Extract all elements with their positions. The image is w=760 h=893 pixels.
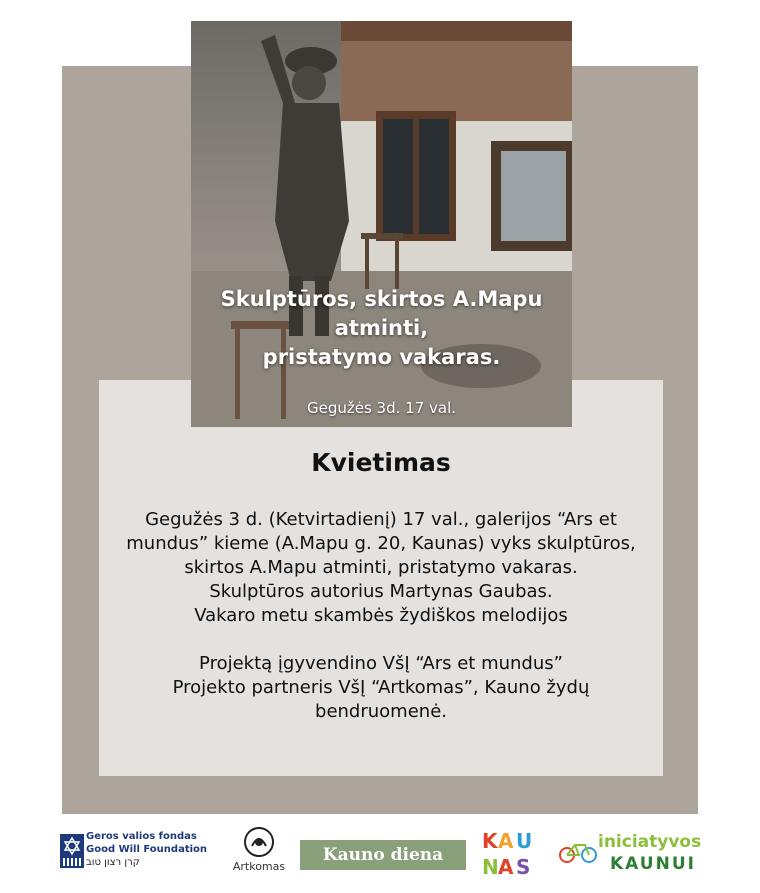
body-line: Gegužės 3 d. (Ketvirtadienį) 17 val., galerijos “Ars et: [145, 509, 617, 530]
kauno-diena-logo: Kauno diena: [300, 840, 466, 870]
paragraph-gap: [99, 628, 663, 652]
invitation-body: [99, 508, 663, 724]
svg-text:K: K: [482, 829, 498, 853]
photo-title: [191, 285, 572, 372]
good-will-foundation-logo: [60, 830, 230, 878]
photo-title-line: atminti,: [334, 316, 429, 340]
event-date: Gegužės 3d. 17 val.: [306, 399, 457, 417]
iniciatyvos-line2: KAUNUI: [610, 854, 696, 874]
svg-text:S: S: [516, 855, 531, 879]
artkomas-circle-icon: [228, 824, 290, 860]
svg-text:A: A: [498, 855, 514, 879]
iniciatyvos-kaunui-logo: [558, 830, 708, 878]
body-line: mundus” kieme (A.Mapu g. 20, Kaunas) vyks skulptūros,: [126, 533, 636, 554]
artkomas-logo: [228, 824, 290, 884]
sponsor-logos: [0, 818, 760, 893]
svg-text:N: N: [482, 855, 499, 879]
good-will-text: [86, 830, 207, 869]
svg-text:U: U: [516, 829, 533, 853]
body-line: Projektą įgyvendino VšĮ “Ars et mundus”: [199, 653, 563, 674]
bicycle-icon: [558, 840, 598, 864]
sculpture-photo: [191, 21, 572, 427]
artkomas-label: Artkomas: [232, 860, 286, 873]
body-line: bendruomenė.: [315, 701, 447, 722]
body-line: Projekto partneris VšĮ “Artkomas”, Kauno žydų: [172, 677, 590, 698]
photo-title-line: pristatymo vakaras.: [262, 345, 501, 369]
good-will-line1: Geros valios fondas: [86, 831, 197, 842]
body-line: Skulptūros autorius Martynas Gaubas.: [209, 581, 553, 602]
star-of-david-icon: [60, 834, 84, 868]
iniciatyvos-line1: iniciatyvos: [598, 832, 702, 852]
kaunas-logo: [480, 826, 540, 882]
good-will-line3: קרן רצון טוב: [86, 857, 140, 868]
invitation-heading: Kvietimas: [311, 448, 451, 477]
body-line: Vakaro metu skambės žydiškos melodijos: [194, 605, 568, 626]
svg-text:A: A: [498, 829, 514, 853]
photo-title-line: Skulptūros, skirtos A.Mapu: [220, 287, 543, 311]
kaunas-letters-icon: [480, 826, 540, 882]
good-will-line2: Good Will Foundation: [86, 844, 208, 855]
body-line: skirtos A.Mapu atminti, pristatymo vakaras.: [184, 557, 578, 578]
